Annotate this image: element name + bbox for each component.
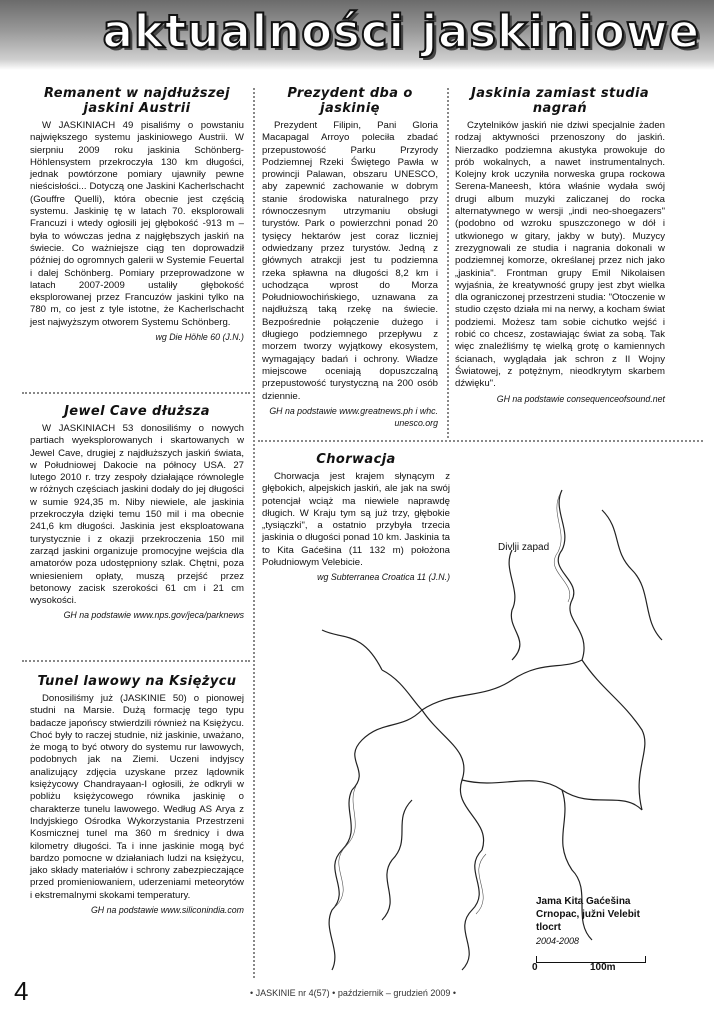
section-divider (258, 440, 703, 442)
map-scale-zero: 0 (532, 962, 538, 973)
section-divider (22, 660, 250, 662)
article-jewel-cave (30, 404, 244, 622)
article-studio (455, 86, 665, 405)
issue-footer: • JASKINIE nr 4(57) • październik – grudzień 2009 • (250, 988, 457, 998)
map-caption-years: 2004-2008 (536, 936, 580, 946)
article-body: Donosiliśmy już (JASKINIE 50) o pionowej studni na Marsie. Dużą formację tego typu badacze japońscy stwierdzili również na Księżycu. Choć były to raczej studnie, niż jaskinie, uważano, że mogą to być otwory do systemu rur lawowych, podobnych jak na Ziemi. Uczeni indyjscy analizujący zdjęcia uzyskane przez lądownik księżycowy Chandrayaan-I ogłosili, że odkryli w pobliżu księżycowego równika jaskinię o charakterze tunelu lawowego. Według AS Arya z Indyjskiego Ośrodka Wykorzystania Przestrzeni Kosmicznej tunel ma 360 m średnicy i dwa kilometry długości. Ta i inne jaskinie mogą być bardzo pomocne w działaniach ludzi na księżycu, jako składy materiałów i schrony zabezpieczające przed promieniowaniem, uderzeniami meteorytów i ekstremalnymi skokami temperatury. (30, 693, 244, 901)
article-body: W JASKINIACH 53 donosiliśmy o nowych partiach wyeksplorowanych i skartowanych w Jewel Cave, drugiej z najdłuższych jaskiń świata, w Południowej Dakocie na północy USA. 27 lutego 2010 r. trzy zespoły działające równolegle w różnych częściach jaskini dodały do jej długości w sumie 924,35 m. Niby niewiele, ale jaskinia przekroczyła dzięki temu 150 mil i ma obecnie 241,6 km długości. Jaskinia jest eksploatowana turystycznie i z okazji przekroczenia 150 mil zarząd jaskini organizuje promocyjne wejścia dla amatorów poza udostępniony szlak. Chętni, poza wniesieniem opłaty, muszą przejść przez betonowy zacisk szerokości 61 cm i 21 cm wysokości. (30, 423, 244, 607)
article-source: GH na podstawie consequenceofsound.net (496, 393, 665, 404)
article-tunel (30, 674, 244, 916)
article-title: Prezydent dba o jaskinię (287, 86, 413, 116)
map-label-west: Divlji zapad (498, 542, 550, 553)
article-source: wg Die Höhle 60 (J.N.) (155, 332, 244, 343)
article-body: Chorwacja jest krajem słynącym z głębokich, alpejskich jaskiń, ale jak na swój potencjał wciąż ma niewiele naprawdę długich. W Kraju tym są już trzy, głębokie „tysiączki", a ostatnio przybyła trzecia jaskinia o długości ponad 10 km. Jaskinia ta to Kita Gaćešina (11 132 m) położona Południowym Velebicie. (262, 471, 450, 569)
article-source: GH na podstawie www.greatnews.ph i whc. unesco.org (269, 405, 438, 429)
article-title: Jaskinia zamiast studia nagrań (471, 86, 649, 116)
page-number: 4 (14, 976, 29, 1006)
section-divider (22, 392, 250, 394)
map-caption-area: Crnopac, južni Velebit (536, 909, 640, 920)
article-title: Jewel Cave dłuższa (64, 404, 210, 419)
article-remanent (30, 86, 244, 343)
column-divider (253, 88, 255, 978)
map-scale-end: 100m (590, 962, 616, 973)
article-title: Remanent w najdłuższej jaskini Austrii (44, 86, 230, 116)
article-source: GH na podstawie www.nps.gov/jeca/parknews (63, 610, 244, 621)
article-title: Chorwacja (316, 452, 396, 467)
header-band (0, 0, 714, 70)
article-prezydent (262, 86, 438, 429)
article-source: GH na podstawie www.siliconindia.com (90, 905, 244, 916)
article-body: W JASKINIACH 49 pisaliśmy o powstaniu największego systemu jaskiniowego Austrii. W sierpniu 2009 roku jaskinia Schönberg-Höhlensystem przekroczyła 130 km długości, jednak powtórzone pomiary ujawniły pewne nieścisłości... Dotyczą one Jaskini Kacherlschacht (Gouffre Quelli), która obecnie jest częścią systemu. Jaskinię tę w latach 70. eksplorowali Francuzi i wtedy ogłosili jej głębokość -913 m – była to wówczas jedna z najgłębszych jaskiń na świecie. Co ważniejsze ciąg ten doprowadził później do ogromnych galerii w Systemie Feuertal i dalej Schönberg. Pomiary przeprowadzone w latach 2007-2009 ustaliły głębokość eksplorowanej przez Francuzów jaskini tylko na 780 m, co jest z tyle istotne, że Kacherlschacht jest najwyższym otworem Systemu Schönberg. (30, 120, 244, 328)
article-body: Prezydent Filipin, Pani Gloria Macapagal Arroyo poleciła zbadać przepustowość Parku Przyrody Podziemnej Rzeki Świętego Pawła w prowincji Palawan, obszaru UNESCO, aby zapewnić zachowanie w dobrym stanie środowiska naturalnego przy równoczesnym utrzymaniu obsługi turystów. Park o powierzchni ponad 20 tysięcy hektarów jest coraz liczniej odwiedzany przez turystów. Jedną z głównych atrakcji jest tu podziemna rzeka spławna na długości 8,2 km i uchodząca wprost do Morza Południowochińskiego, uznawana za najdłuższą taką rzekę na świecie. Bezpośrednie połączenie dużego i długiego podziemnego przepływu z morzem tworzy wyjątkowy ekosystem, wymagający badań i ochrony. Władze miejscowe oceniają dopuszczalną przepustowość turystyczną na 200 osób dziennie. (262, 120, 438, 402)
article-title: Tunel lawowy na Księżycu (37, 674, 237, 689)
map-caption-type: tlocrt (536, 922, 561, 933)
cave-map (262, 470, 704, 980)
article-body: Czytelników jaskiń nie dziwi specjalnie żaden rodzaj aktywności przenoszony do jaskiń. Nierzadko podziemna akustyka prowokuje do prób wokalnych, a nawet instrumentalnych. Kolejny krok uczyniła norweska grupa rockowa Serena-Maneesh, która właśnie wydała swój drugi album muzyki zaliczanej do rocka alternatywnego w wersji „indi neo-shoegazers" (podobno od wzroku spuszczonego w dół i utkwionego w gitary, jakby w buty). Muzycy zrezygnowali ze studia i nagrania dokonali w podziemnej komorze, określanej przez nich jako „jaskinia". Frontman grupy Emil Nikolaisen wyjaśnia, że kreatywność grupy jest zbyt wielka dla ograniczonej przestrzeni studia: "Otoczenie w studio często działa mi na nerwy, a kocham świat podziemi. Możesz tam sobie cichutko wejść i robić co chcesz, zostawiając świat za sobą. Tak więc znaleźliśmy tę wielką grotę o kamiennych ścianach, wyglądała jak schron z II Wojny Światowej, z potężnym, nieodkrytym skarbem dźwięku". (455, 120, 665, 390)
article-source: wg Subterranea Croatica 11 (J.N.) (317, 572, 450, 583)
column-divider (447, 88, 449, 438)
map-caption-title: Jama Kita Gaćešina (536, 896, 631, 907)
section-title: aktualności jaskiniowe (102, 5, 700, 58)
